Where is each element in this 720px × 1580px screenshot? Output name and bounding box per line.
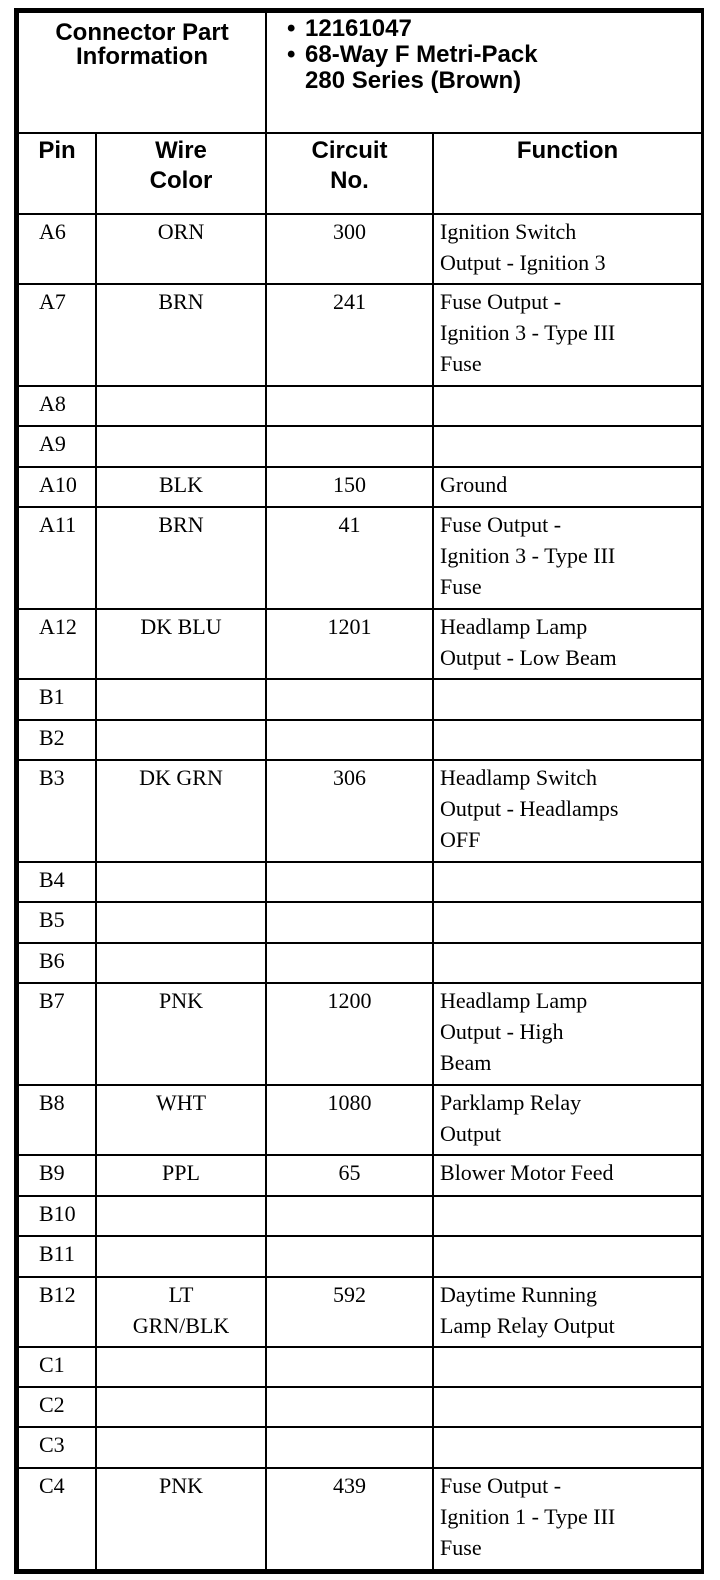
table-row <box>18 983 702 1085</box>
wire-color-line: WHT <box>155 1090 207 1116</box>
circuit-no-cell <box>266 943 433 983</box>
circuit-no-cell: 592 <box>266 1277 433 1347</box>
function-line: Ignition Switch <box>440 218 577 244</box>
wire-color-line: PNK <box>159 988 204 1014</box>
pin-cell: B5 <box>18 902 96 942</box>
function-cell <box>433 426 702 466</box>
pin-cell: B7 <box>18 983 96 1085</box>
function-cell <box>433 983 702 1085</box>
table-row <box>18 1468 702 1570</box>
pin-cell: A10 <box>18 467 96 507</box>
column-header-row <box>18 133 702 214</box>
circuit-no-cell: 439 <box>266 1468 433 1570</box>
function-line: Fuse Output - <box>440 1472 562 1498</box>
pin-cell: A6 <box>18 214 96 284</box>
col-header-function: Function <box>433 133 702 214</box>
table-row <box>18 902 702 942</box>
table-row <box>18 1427 702 1467</box>
table-row <box>18 679 702 719</box>
info-line: Connector Part <box>55 19 229 46</box>
table-row <box>18 1387 702 1427</box>
function-cell <box>433 467 702 507</box>
table-row <box>18 1347 702 1387</box>
circuit-no-cell: 1200 <box>266 983 433 1085</box>
wire-color-cell <box>96 1236 266 1276</box>
pin-cell: A8 <box>18 386 96 426</box>
table-row <box>18 386 702 426</box>
table-row <box>18 1155 702 1195</box>
function-line: Daytime Running <box>440 1281 598 1307</box>
function-line: Headlamp Lamp <box>440 614 588 640</box>
function-line: Headlamp Lamp <box>440 988 588 1014</box>
function-line: Fuse <box>440 351 482 377</box>
function-line: Fuse <box>440 574 482 600</box>
circuit-no-cell <box>266 1347 433 1387</box>
function-cell <box>433 902 702 942</box>
pin-cell: C3 <box>18 1427 96 1467</box>
spec-item: • 12161047 <box>287 15 412 42</box>
function-cell <box>433 507 702 609</box>
pin-cell: A11 <box>18 507 96 609</box>
bullet-icon: • <box>287 15 296 42</box>
circuit-no-cell: 65 <box>266 1155 433 1195</box>
function-cell <box>433 1196 702 1236</box>
circuit-no-cell: 1201 <box>266 609 433 679</box>
wire-color-cell <box>96 983 266 1085</box>
wire-color-cell <box>96 1347 266 1387</box>
table-row <box>18 862 702 902</box>
circuit-no-cell <box>266 426 433 466</box>
circuit-no-cell <box>266 720 433 760</box>
table-row <box>18 609 702 679</box>
wire-color-cell <box>96 426 266 466</box>
spec-list <box>287 16 701 94</box>
wire-color-cell <box>96 1387 266 1427</box>
pin-cell: A9 <box>18 426 96 466</box>
function-cell <box>433 943 702 983</box>
function-cell <box>433 862 702 902</box>
wire-color-cell <box>96 1196 266 1236</box>
function-cell <box>433 214 702 284</box>
pin-cell: C4 <box>18 1468 96 1570</box>
wire-color-cell <box>96 902 266 942</box>
wire-color-cell <box>96 1277 266 1347</box>
table-row <box>18 1236 702 1276</box>
pin-cell: C1 <box>18 1347 96 1387</box>
circuit-no-cell <box>266 679 433 719</box>
function-line: Blower Motor Feed <box>440 1160 614 1186</box>
function-line: Output - Ignition 3 <box>440 249 606 275</box>
col-header-circuit-no: Circuit No. <box>266 133 433 214</box>
wire-color-cell <box>96 760 266 862</box>
circuit-no-cell: 300 <box>266 214 433 284</box>
col-header-pin: Pin <box>18 133 96 214</box>
wire-color-line: LT <box>168 1281 194 1307</box>
function-cell <box>433 386 702 426</box>
circuit-no-cell <box>266 902 433 942</box>
wire-color-cell <box>96 1468 266 1570</box>
col-header-wire-color: Wire Color <box>96 133 266 214</box>
function-line: Ignition 3 - Type III <box>440 320 616 346</box>
function-line: Parklamp Relay <box>440 1090 582 1116</box>
pin-cell: C2 <box>18 1387 96 1427</box>
function-cell <box>433 1155 702 1195</box>
wire-color-cell <box>96 720 266 760</box>
function-cell <box>433 720 702 760</box>
pin-cell: B2 <box>18 720 96 760</box>
wire-color-line: BLK <box>159 471 203 497</box>
function-line: Fuse Output - <box>440 289 562 315</box>
info-line: Information <box>76 43 208 70</box>
circuit-no-cell <box>266 1196 433 1236</box>
wire-color-cell <box>96 943 266 983</box>
pin-cell: B1 <box>18 679 96 719</box>
wire-color-line: BRN <box>158 512 204 538</box>
circuit-no-cell <box>266 862 433 902</box>
table-row <box>18 507 702 609</box>
function-line: Ignition 3 - Type III <box>440 543 616 569</box>
function-line: OFF <box>440 827 481 853</box>
circuit-no-cell: 41 <box>266 507 433 609</box>
connector-table-sheet <box>14 8 704 1574</box>
wire-color-line: GRN/BLK <box>132 1312 230 1338</box>
wire-color-cell <box>96 467 266 507</box>
circuit-no-cell <box>266 1427 433 1467</box>
wire-color-cell <box>96 679 266 719</box>
circuit-no-cell: 306 <box>266 760 433 862</box>
function-line: Ignition 1 - Type III <box>440 1503 616 1529</box>
function-cell <box>433 609 702 679</box>
header-row <box>18 12 702 133</box>
pin-cell: B8 <box>18 1085 96 1155</box>
circuit-no-cell: 1080 <box>266 1085 433 1155</box>
table-row <box>18 426 702 466</box>
wire-color-cell <box>96 862 266 902</box>
function-line: Output - High <box>440 1019 564 1045</box>
circuit-no-cell <box>266 1387 433 1427</box>
function-cell <box>433 1387 702 1427</box>
function-line: Output <box>440 1121 502 1147</box>
wire-color-cell <box>96 284 266 386</box>
wire-color-cell <box>96 507 266 609</box>
wire-color-line: PNK <box>159 1472 204 1498</box>
circuit-no-cell: 241 <box>266 284 433 386</box>
wire-color-line: PPL <box>162 1160 200 1186</box>
table-row <box>18 1196 702 1236</box>
function-line: Lamp Relay Output <box>440 1312 615 1338</box>
wire-color-cell <box>96 1085 266 1155</box>
wire-color-cell <box>96 214 266 284</box>
function-cell <box>433 1468 702 1570</box>
function-line: Output - Low Beam <box>440 645 617 671</box>
connector-table <box>17 11 703 1571</box>
pin-cell: B6 <box>18 943 96 983</box>
table-row <box>18 943 702 983</box>
function-cell <box>433 1427 702 1467</box>
pin-cell: B3 <box>18 760 96 862</box>
table-row <box>18 214 702 284</box>
function-line: Headlamp Switch <box>440 765 598 791</box>
function-cell <box>433 284 702 386</box>
circuit-no-cell: 150 <box>266 467 433 507</box>
wire-color-line: DK BLU <box>140 614 222 640</box>
wire-color-line: ORN <box>157 218 205 244</box>
table-row <box>18 284 702 386</box>
spec-item: • 68-Way F Metri-Pack <box>287 41 538 68</box>
pin-cell: B4 <box>18 862 96 902</box>
wire-color-line: DK GRN <box>139 765 223 791</box>
function-line: Beam <box>440 1050 492 1076</box>
pin-cell: A12 <box>18 609 96 679</box>
function-cell <box>433 679 702 719</box>
table-row <box>18 1085 702 1155</box>
function-line: Fuse Output - <box>440 512 562 538</box>
function-cell <box>433 1277 702 1347</box>
function-line: Output - Headlamps <box>440 796 619 822</box>
table-row <box>18 720 702 760</box>
pin-cell: A7 <box>18 284 96 386</box>
circuit-no-cell <box>266 1236 433 1276</box>
function-cell <box>433 760 702 862</box>
table-row <box>18 1277 702 1347</box>
spec-item: 280 Series (Brown) <box>305 67 522 94</box>
table-row <box>18 467 702 507</box>
circuit-no-cell <box>266 386 433 426</box>
wire-color-cell <box>96 1427 266 1467</box>
wire-color-cell <box>96 1155 266 1195</box>
function-cell <box>433 1236 702 1276</box>
pin-cell: B10 <box>18 1196 96 1236</box>
bullet-icon: • <box>287 41 296 68</box>
pin-cell: B9 <box>18 1155 96 1195</box>
wire-color-cell <box>96 609 266 679</box>
connector-spec <box>266 12 702 133</box>
pin-cell: B11 <box>18 1236 96 1276</box>
wire-color-cell <box>96 386 266 426</box>
wire-color-line: BRN <box>158 289 204 315</box>
table-row <box>18 760 702 862</box>
function-line: Ground <box>440 471 508 497</box>
function-cell <box>433 1085 702 1155</box>
connector-info-title <box>18 12 266 133</box>
function-cell <box>433 1347 702 1387</box>
pin-cell: B12 <box>18 1277 96 1347</box>
function-line: Fuse <box>440 1534 482 1560</box>
